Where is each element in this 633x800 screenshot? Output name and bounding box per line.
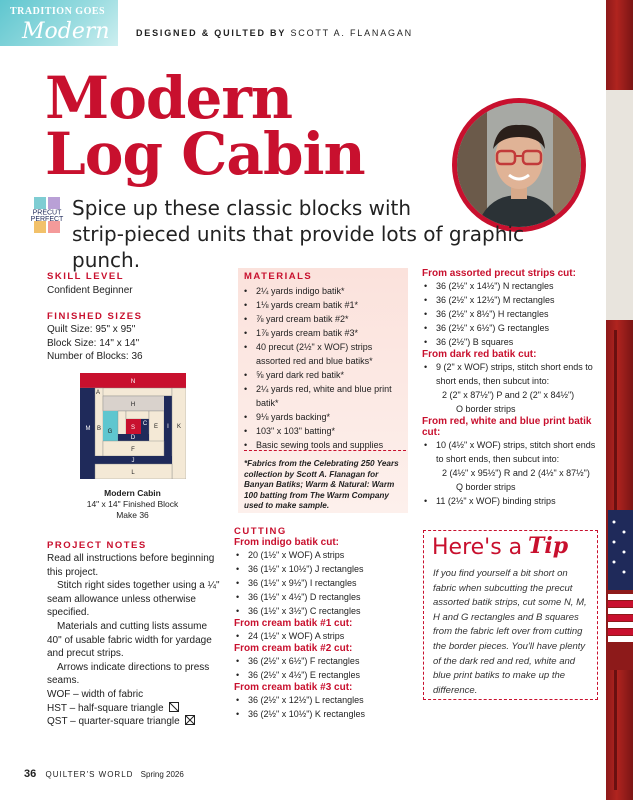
cut-title-cream3: From cream batik #3 cut: (234, 682, 353, 693)
cut-title-cream1: From cream batik #1 cut: (234, 618, 353, 629)
notes-heading: PROJECT NOTES (47, 540, 147, 551)
title-line2: Log Cabin (45, 120, 365, 188)
list-item: • 20 (1½" x WOF) A strips (234, 548, 414, 562)
list-item: • 11 (2½" x WOF) binding strips (422, 494, 602, 508)
deck-line2: strip-pieced units that provide lots of graphic punch. (72, 222, 524, 272)
barn-wall-image (606, 0, 633, 800)
caption-title: Modern Cabin (104, 488, 161, 498)
byline-label: DESIGNED & QUILTED BY (136, 28, 287, 38)
label-m: M (85, 426, 91, 432)
qst-icon (185, 715, 195, 725)
materials-divider (244, 450, 406, 451)
list-item: • 9⅛ yards backing* (242, 410, 406, 424)
label-a: A (95, 390, 101, 396)
list-item: • 36 (2½" x 4½") E rectangles (234, 668, 414, 682)
cutting-list-continued (422, 268, 602, 508)
label-n: N (130, 379, 136, 385)
label-l: L (131, 470, 135, 476)
issue: Spring 2026 (140, 770, 184, 779)
list-item: • 36 (1½" x 3½") C rectangles (234, 604, 414, 618)
series-tag-line2: Modern (22, 19, 110, 44)
list-item: • 36 (2½" x 6½") G rectangles (422, 321, 602, 335)
label-c: C (142, 421, 148, 427)
list-item: • 36 (2½" x 6½") F rectangles (234, 654, 414, 668)
list-item: • 2¼ yards indigo batik* (242, 284, 406, 298)
note-4: Arrows indicate directions to press seams. (47, 661, 210, 687)
block-diagram (80, 373, 186, 479)
quilt-size: Quilt Size: 95" x 95" (47, 324, 136, 335)
list-item: • 103" x 103" batting* (242, 424, 406, 438)
watermark: PassionForum.ru (482, 764, 566, 776)
block-size: Block Size: 14" x 14" (47, 337, 140, 349)
cutting-heading: CUTTING (234, 526, 287, 537)
label-k: K (176, 424, 182, 430)
skill-heading: SKILL LEVEL (47, 271, 125, 282)
list-item: • 36 (1½" x 4½") D rectangles (234, 590, 414, 604)
label-e: E (153, 424, 159, 430)
list-item: • ⅝ yard dark red batik* (242, 368, 406, 382)
label-j: J (131, 458, 135, 464)
list-item: • 1⅞ yards cream batik #3* (242, 326, 406, 340)
note-3: Materials and cutting lists assume 40" of usable fabric width for yardage and precut strips. (47, 620, 212, 660)
print-sub1: 2 (4½" x 95½") R and 2 (4½" x 87½") (442, 468, 590, 478)
print-subcut (422, 466, 602, 494)
list-item: • 2¼ yards red, white and blue print batik* (242, 382, 406, 410)
list-item: • 36 (2½" x 8½") H rectangles (422, 307, 602, 321)
caption-count: Make 36 (116, 510, 149, 520)
tip-text: If you find yourself a bit short on fabric when subcutting the precut assorted batik strips, cut some N, M, H and G rectangles and B squares from the fabric left over from cutting the border pieces. You'll have plenty of the dark red and red, white and blue print batiks to make up the difference. (433, 568, 587, 696)
cut-title-darkred: From dark red batik cut: (422, 349, 537, 360)
note-hst-text: HST – half-square triangle (47, 702, 164, 714)
list-item: • 9 (2" x WOF) strips, stitch short ends to short ends, then subcut into: (422, 360, 602, 388)
list-item: • 1⅛ yards cream batik #1* (242, 298, 406, 312)
materials-list (242, 284, 406, 452)
cut-title-print: From red, white and blue print batik cut: (422, 416, 592, 438)
label-i: I (167, 424, 169, 430)
list-item: • 36 (1½" x 10½") J rectangles (234, 562, 414, 576)
list-item: • 36 (2½") B squares (422, 335, 602, 349)
magazine-name: QUILTER'S WORLD (45, 770, 134, 779)
darkred-sub2: O border strips (456, 404, 516, 414)
list-item: • 36 (2½" x 14½") N rectangles (422, 279, 602, 293)
hst-icon (169, 702, 179, 712)
note-hst (47, 702, 222, 716)
title-line1: Modern (45, 64, 293, 132)
darkred-sub1: 2 (2" x 87½") P and 2 (2" x 84½") (442, 390, 575, 400)
label-s: S (130, 425, 136, 431)
list-item: • 10 (4½" x WOF) strips, stitch short ends to short ends, then subcut into: (422, 438, 602, 466)
print-sub2: Q border strips (456, 482, 516, 492)
list-item: • 36 (2½" x 12½") L rectangles (234, 693, 414, 707)
label-b: B (96, 426, 102, 432)
precut-line2: PERFECT (30, 216, 64, 223)
note-qst (47, 715, 222, 729)
page-title (45, 64, 365, 188)
tip-heading-script: Tip (528, 533, 569, 559)
label-d: D (130, 435, 136, 441)
page-footer (24, 768, 184, 780)
series-tag (0, 0, 118, 46)
list-item: • 36 (2½" x 10½") K rectangles (234, 707, 414, 721)
list-item: • 24 (1½" x WOF) A strips (234, 629, 414, 643)
label-g: G (107, 429, 113, 435)
byline (136, 28, 413, 38)
note-2: Stitch right sides together using a ¼" seam allowance unless otherwise specified. (47, 580, 220, 619)
block-count: Number of Blocks: 36 (47, 351, 143, 363)
series-tag-line1: TRADITION GOES (10, 6, 106, 17)
page-number: 36 (24, 768, 37, 780)
list-item: • 36 (2½" x 12½") M rectangles (422, 293, 602, 307)
list-item: • ⅞ yard cream batik #2* (242, 312, 406, 326)
deck-text (72, 195, 542, 273)
label-f: F (131, 447, 135, 453)
cutting-list (234, 537, 414, 721)
materials-heading: MATERIALS (244, 271, 313, 282)
skill-value: Confident Beginner (47, 285, 133, 296)
note-wof: WOF – width of fabric (47, 688, 144, 700)
list-item: • 40 precut (2½" x WOF) strips assorted red and blue batiks* (242, 340, 406, 368)
list-item: • Basic sewing tools and supplies (242, 438, 406, 452)
precut-line1: PRECUT (32, 209, 62, 217)
finished-sizes (47, 323, 143, 364)
project-notes (47, 552, 222, 729)
cut-title-precut: From assorted precut strips cut: (422, 268, 576, 279)
precut-perfect-badge (30, 195, 64, 235)
cut-title-cream2: From cream batik #2 cut: (234, 643, 353, 654)
cut-title-indigo: From indigo batik cut: (234, 537, 339, 548)
tip-heading: Here's a (432, 535, 523, 560)
darkred-subcut (422, 388, 602, 416)
caption-size: 14" x 14" Finished Block (86, 499, 179, 509)
label-h: H (130, 402, 136, 408)
fabric-note: *Fabrics from the Celebrating 250 Years collection by Scott A. Flanagan for Banyan Batiks; Warm & Natural: Warm 100 batting from The Warm Company used to make sample. (244, 459, 399, 511)
note-1: Read all instructions before beginning this project. (47, 553, 215, 578)
byline-author: SCOTT A. FLANAGAN (290, 28, 413, 38)
flag-image (606, 510, 633, 670)
diagram-caption (40, 488, 225, 521)
note-qst-text: QST – quarter-square triangle (47, 716, 180, 728)
finished-heading: FINISHED SIZES (47, 311, 143, 322)
deck-line1: Spice up these classic blocks with (72, 196, 412, 220)
tip-box (423, 530, 598, 700)
list-item: • 36 (1½" x 9½") I rectangles (234, 576, 414, 590)
